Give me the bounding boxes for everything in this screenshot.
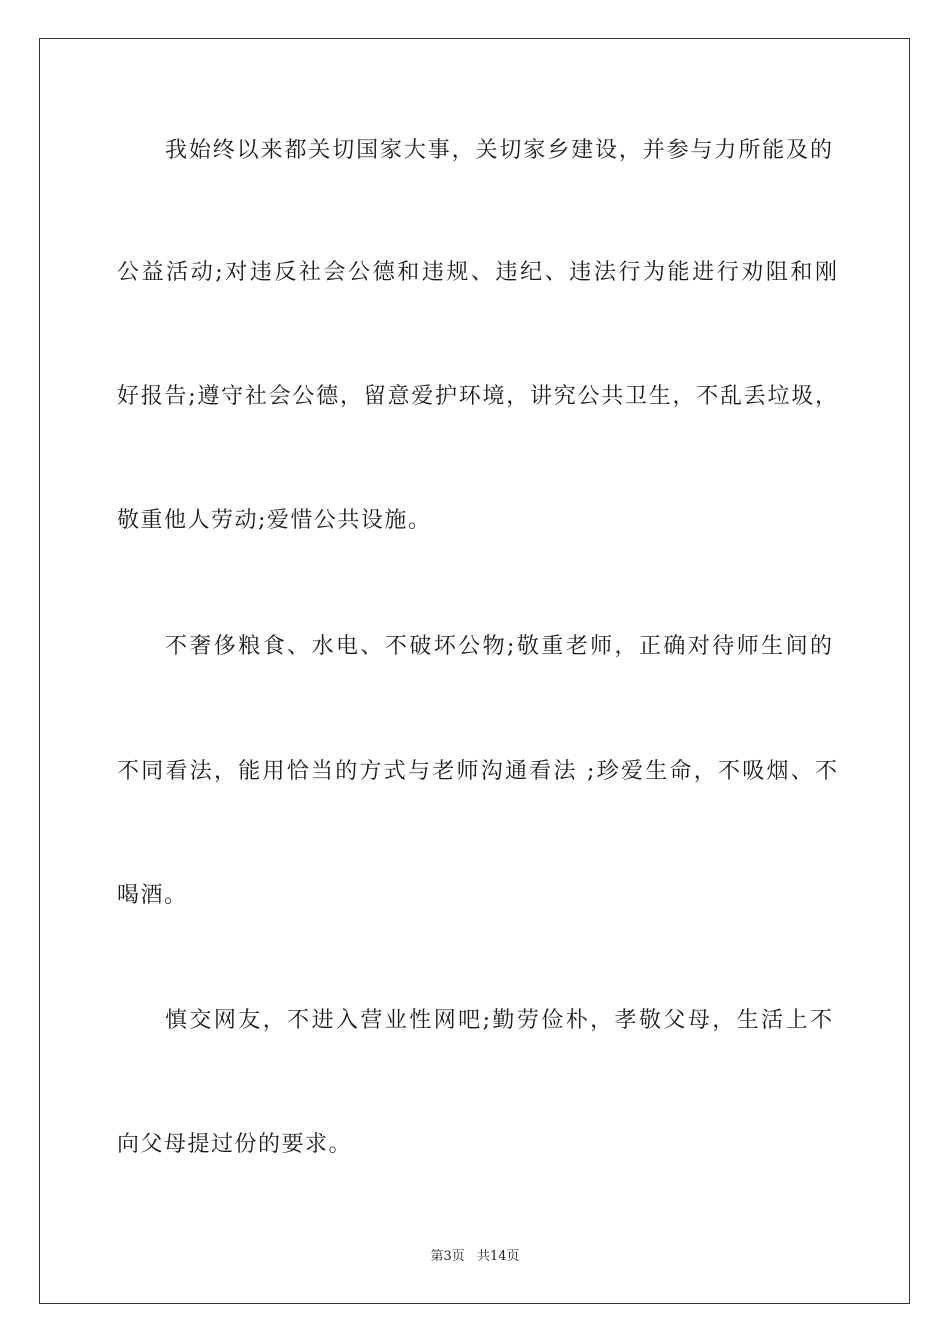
page-number-total: 共14页 bbox=[476, 1249, 520, 1264]
paragraph-3-line-2: 向父母提过份的要求。 bbox=[117, 1132, 353, 1157]
paragraph-2-line-1: 不奢侈粮食、水电、不破坏公物;敬重老师，正确对待师生间的 bbox=[165, 634, 832, 659]
paragraph-3-line-1: 慎交网友，不进入营业性网吧;勤劳俭朴，孝敬父母，生活上不 bbox=[165, 1008, 832, 1033]
page-frame bbox=[39, 38, 910, 1304]
paragraph-1-line-2: 公益活动;对违反社会公德和违规、违纪、违法行为能进行劝阻和刚 bbox=[117, 260, 837, 285]
paragraph-1-line-4: 敬重他人劳动;爱惜公共设施。 bbox=[117, 508, 432, 533]
page-number-current: 第3页 bbox=[430, 1249, 465, 1264]
paragraph-2-line-2: 不同看法，能用恰当的方式与老师沟通看法 ;珍爱生命，不吸烟、不 bbox=[117, 759, 837, 784]
paragraph-1-line-3: 好报告;遵守社会公德，留意爱护环境，讲究公共卫生，不乱丢垃圾， bbox=[117, 384, 837, 409]
paragraph-2-line-3: 喝酒。 bbox=[117, 883, 188, 908]
page-footer bbox=[0, 1245, 950, 1264]
paragraph-1-line-1: 我始终以来都关切国家大事，关切家乡建设，并参与力所能及的 bbox=[165, 138, 832, 163]
